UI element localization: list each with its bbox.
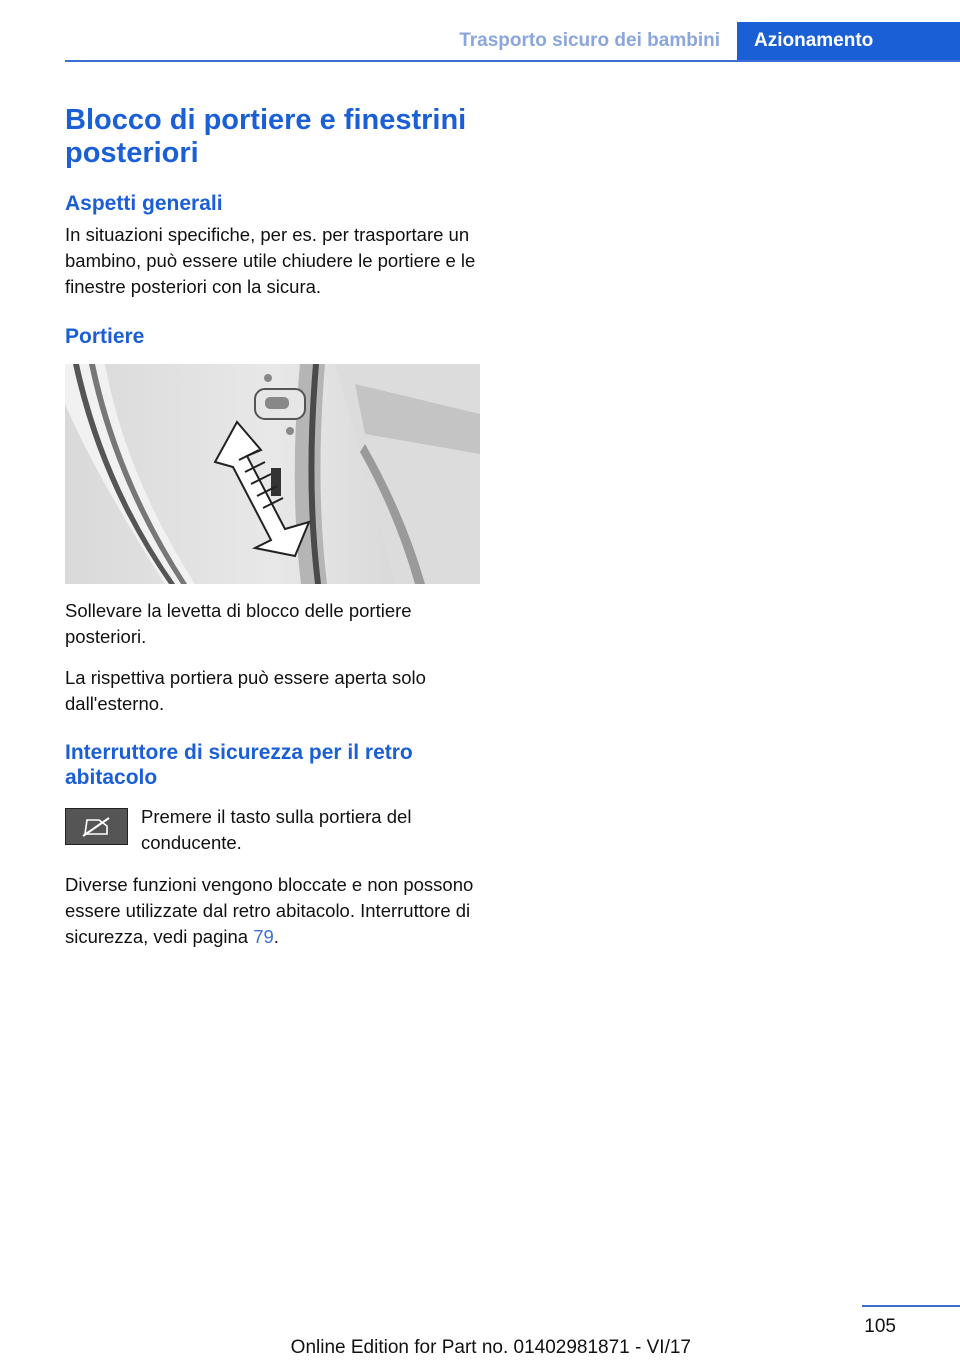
heading-safety-switch: Interruttore di sicurezza per il retro abitacolo	[65, 741, 413, 789]
header-chapter-tab[interactable]: Azionamento	[737, 22, 960, 62]
page-number: 105	[864, 1316, 896, 1337]
paragraph-switch-end: .	[273, 926, 279, 947]
paragraph-doors-1: Sollevare la levetta di blocco delle portiere posteriori.	[65, 600, 412, 647]
paragraph-general: In situazioni specifiche, per es. per trasportare un bambino, può essere utile chiudere le portiere e le finestre posteriori con la sicura.	[65, 224, 476, 297]
paragraph-switch	[65, 872, 480, 950]
footer-rule	[862, 1305, 960, 1307]
heading-general: Aspetti generali	[65, 192, 223, 215]
window-lock-icon	[65, 808, 128, 845]
page-link-79[interactable]: 79	[253, 926, 274, 947]
door-lock-lever-image	[65, 364, 480, 584]
heading-doors: Portiere	[65, 325, 145, 348]
header-rule	[65, 60, 960, 62]
header-section-title: Trasporto sicuro dei bambini	[459, 30, 720, 51]
paragraph-doors-2: La rispettiva portiera può essere aperta solo dall'esterno.	[65, 667, 426, 714]
page-title: Blocco di portiere e finestrini posteriori	[65, 104, 467, 169]
paragraph-switch-icon: Premere il tasto sulla portiera del conducente.	[141, 806, 412, 853]
paragraph-switch-text: Diverse funzioni vengono bloccate e non possono essere utilizzate dal retro abitacolo. Interruttore di sicurezza, vedi pagina	[65, 874, 474, 947]
footer-edition: Online Edition for Part no. 01402981871 - VI/17	[290, 1337, 691, 1358]
